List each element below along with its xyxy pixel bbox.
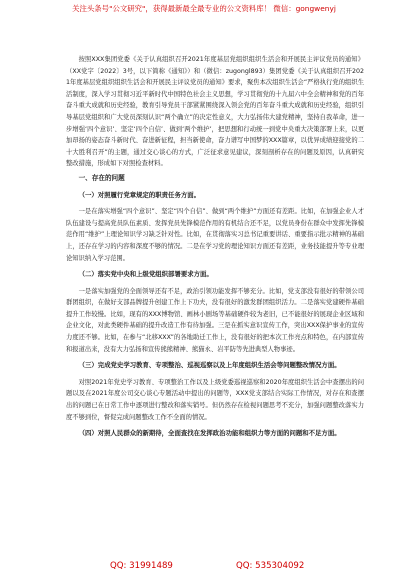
header-banner: 关注头条号"公文研究"，获得最新最全最专业的公文资料库！ 微信：gongwenyj	[72, 4, 336, 13]
intro-paragraph: 按照XXX集团党委《关于认真组织召开2021年度基层党组织组织生活会和开展民主评议党员的通知》（XX党字〔2022〕3号，以下简称《通知》）和（微信：zugongl893）集团党委《关于认真组织召开2021年度基层党组织组织生活会和开展民主评议党员的通知》要求，聚焦本次组织生活会“严格执行党的组织生活制度，深入学习贯彻习近平新时代中国特色社会主义思想，学习贯彻党的十九届六中全会精神和党的百年奋斗重大成就和历史经验，教育引导党员干部紧紧围绕深入领会党的百年奋斗重大成就和历史经验，组织引导基层党组织和广大党员深刻认识“两个确立”的决定性意义，大力弘扬伟大建党精神，坚持自我革命，进一步增强‘四个意识’、坚定‘四个自信’、做到‘两个维护’，把思想和行动统一到党中央重大决策部署上来，以更加昂扬的姿态奋斗新时代、奋进新征程，担当新使命，奋力谱写中国梦的XXX篇章，以优异成绩迎接党的二十大胜利召开”的主题，通过交心谈心的方式，广泛征求意见建议，深刻剖析存在的问题及原因，认真研究整改措施，形成如下对照检查材料。	[66, 56, 364, 168]
document-body	[66, 54, 364, 445]
subsection-title-1: （一）对照履行党章规定的职责任务方面。	[78, 190, 201, 199]
subsection-title-4: （四）对照人民群众的新期待，全面查找在发挥政治功能和组织力等方面的问题和不足方面。	[78, 429, 341, 438]
footer-qq-2: QQ: 535304092	[236, 561, 305, 571]
section-title: 一、存在的问题	[78, 173, 125, 182]
footer-qq: QQ: 31991489	[110, 561, 173, 571]
subsection-title-3: （三）完成党史学习教育、专项整治、巡视巡察以及上年度组织生活会等问题整改情况方面。	[78, 361, 341, 370]
subsection-title-2: （二）落实党中央和上级党组织部署要求方面。	[78, 270, 213, 279]
footer-banner	[0, 556, 408, 576]
subsection-3-paragraph: 对照2021年党史学习教育、专项整治工作以及上级党委巡视巡察和2020年度组织生活会中查摆出的问题以及在2021年度公司交心谈心专题活动中提出的问题等，XXX党支部结合实际工作情况，对存在和查摆出的问题已在日常工作中逐项进行整改和落实销号。但仍然存在检视问题思考不充分，加强问题整改落实力度不够到位，督促完成问题整改工作不全面的情况。	[66, 378, 364, 421]
subsection-2-paragraph: 一是落实加强党的全面领导还有不足，政治引领功能发挥不够充分。比如，党支部没有很好的带领公司群团组织，在做好支部品牌提升创建工作上下功夫，没有很好的激发群团组织活力。二是落实党建硬件基础提升工作较慢。比如，现有的XXX博物馆、画林小剧场等基础硬件较为老旧，已不能很好的展现企业区域和企业文化，对此类硬件基础的提升改造工作有待加强。三是在抓实意识宣传工作，突出XXX保护事业的宣传力度还不够。比如，在参与“北移XXX”的各地助迁工作上，没有很好的把本次工作亮点和特色，在内部宣传和报道出来，没有大力弘扬和宣传熊熊精神、熊猫永、岩平防等先进典型人物事迹。	[66, 287, 364, 353]
subsection-1-paragraph: 一是在落实增强“四个意识”、坚定“四个自信”、做到“两个维护”方面还有差距。比如，在加强企业人才队伍建设与提高党员队伍素质、发挥党员先锋模范作用的有机结合还不足，以党员身份在群众中发挥先锋模范作用“维护”上理论知识学习缺乏针对性。比如，在贯彻落实习总书记重要讲话、重要指示批示精神的基础上，还存在学习的内容和深度不够的情况。二是在学习党的理论知识方面还有差距，业务技能提升等专业理论知识纳入学习范围。	[66, 208, 364, 262]
